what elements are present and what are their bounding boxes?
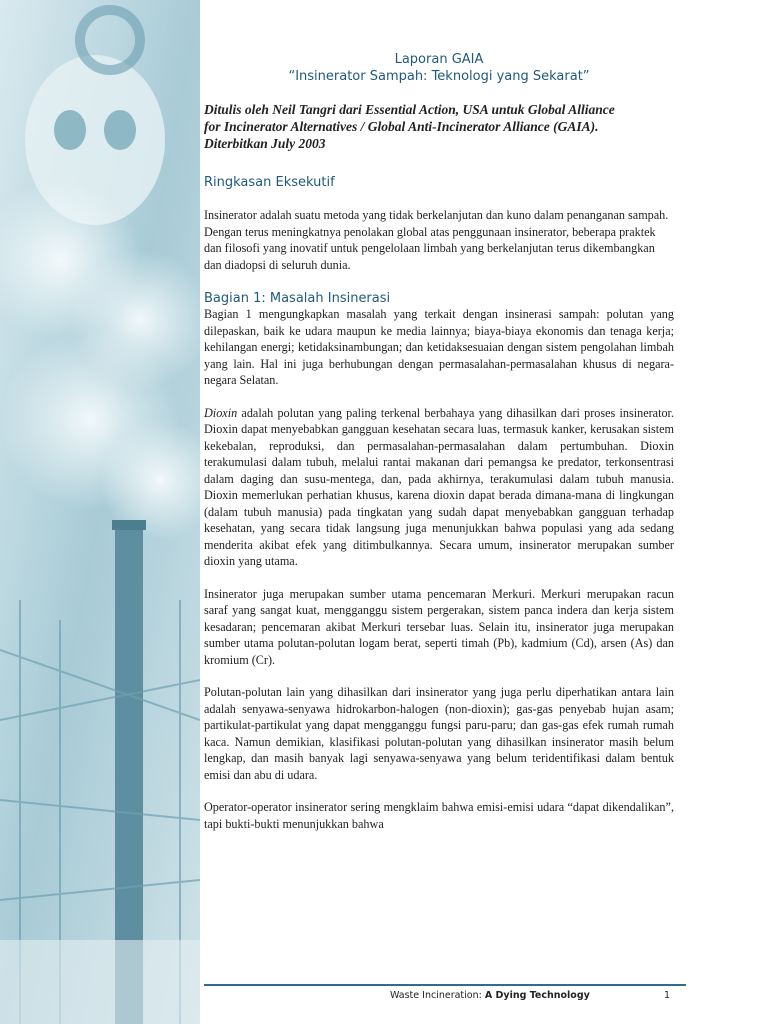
section1-paragraph-4: Polutan-polutan lain yang dihasilkan dari insinerator yang juga perlu diperhatikan antara lain adalah senyawa-senyawa hidrokarbon-halogen (non-dioxin); gas-gas penyebab hujan asam; partikulat-partikulat yang dapat mengganggu fungsi paru-paru; dan gas-gas efek rumah rumah kaca. Namun demikian, klasifikasi polutan-polutan yang dihasilkan insinerator masih belum lengkap, dan masih banyak lagi senyawa-senyawa yang belum teridentifikasi dalam bentuk emisi dan abu di udara. [204,685,674,782]
document-body [204,52,674,832]
report-label: Laporan GAIA [394,52,484,67]
section1-paragraph-3: Insinerator juga merupakan sumber utama pencemaran Merkuri. Merkuri merupakan racun saraf yang sangat kuat, mengganggu sistem pergerakan, sistem panca indera dan kerja sistem kesadaran; pencemaran akibat Merkuri tersebar luas. Selain itu, insinerator juga merupakan sumber utama polutan-polutan logam berat, seperti timah (Pb), kadmium (Cd), arsen (As) dan kromium (Cr). [204,586,674,667]
section1-paragraph-5: Operator-operator insinerator sering mengklaim bahwa emisi-emisi udara “dapat dikendalikan”, tapi bukti-bukti menunjukkan bahwa [204,800,674,831]
footer-prefix: Waste Incineration: [390,990,485,1001]
byline-line-1: Ditulis oleh Neil Tangri dari Essential Action, USA untuk Global Alliance [204,102,615,117]
page-number: 1 [664,990,671,1001]
cover-side-illustration [0,0,200,1024]
report-title: “Insinerator Sampah: Teknologi yang Sekarat” [288,69,590,84]
dioxin-term: Dioxin [204,405,238,420]
section1-paragraph-2-text: adalah polutan yang paling terkenal berbahaya yang dihasilkan dari proses insinerator. Dioxin dapat menyebabkan gangguan kesehatan secara luas, termasuk kanker, kerusakan sistem kekebalan, reproduksi, dan permasalahan-permasalahan dalam pertumbuhan. Dioxin terakumulasi dalam tubuh, melalui rantai makanan dari pemangsa ke predator, terkonsentrasi dalam daging dan susu-mentega, dan, pada akhirnya, terakumulasi dalam tubuh manusia. Dioxin memerlukan perhatian khusus, karena dioxin dapat berada dimana-mana di lingkungan (dalam tubuh manusia) pada tingkatan yang sudah dapat menyebabkan gangguan terhadap kesehatan, yang secara tidak langsung juga menunjukkan bahwa populasi yang ada sedang menderita akibat efek yang ditimbulkannya. Secara umum, insinerator merupakan sumber dioxin yang utama. [204,405,674,568]
exec-summary-text: Insinerator adalah suatu metoda yang tidak berkelanjutan dan kuno dalam penanganan sampah. Dengan terus meningkatnya penolakan global atas penggunaan insinerator, beberapa praktek dan filosofi yang inovatif untuk pengelolaan limbah yang berkelanjutan terus dikembangkan dan diadopsi di seluruh dunia. [204,208,669,272]
footer-title: A Dying Technology [484,990,590,1001]
footer-rule [204,984,686,986]
byline-line-3: Diterbitkan July 2003 [204,136,326,151]
byline-line-2: for Incinerator Alternatives / Global Anti-Incinerator Alliance (GAIA). [204,119,599,134]
section1-paragraph-2 [204,405,674,570]
section1-heading: Bagian 1: Masalah Insinerasi [204,291,391,306]
exec-summary-heading: Ringkasan Eksekutif [204,175,335,190]
page-footer [390,990,690,1001]
byline [204,101,674,152]
section1-paragraph-1: Bagian 1 mengungkapkan masalah yang terkait dengan insinerasi sampah: polutan yang dilepaskan, baik ke udara maupun ke media lainnya; biaya-biaya ekonomis dan tenaga kerja; kehilangan energi; ketidaksinambungan; dan ketidaksesuaian dengan sistem pengolahan limbah yang lain. Hal ini juga berhubungan dengan permasalahan-permasalahan khusus di negara-negara Selatan. [204,307,674,387]
